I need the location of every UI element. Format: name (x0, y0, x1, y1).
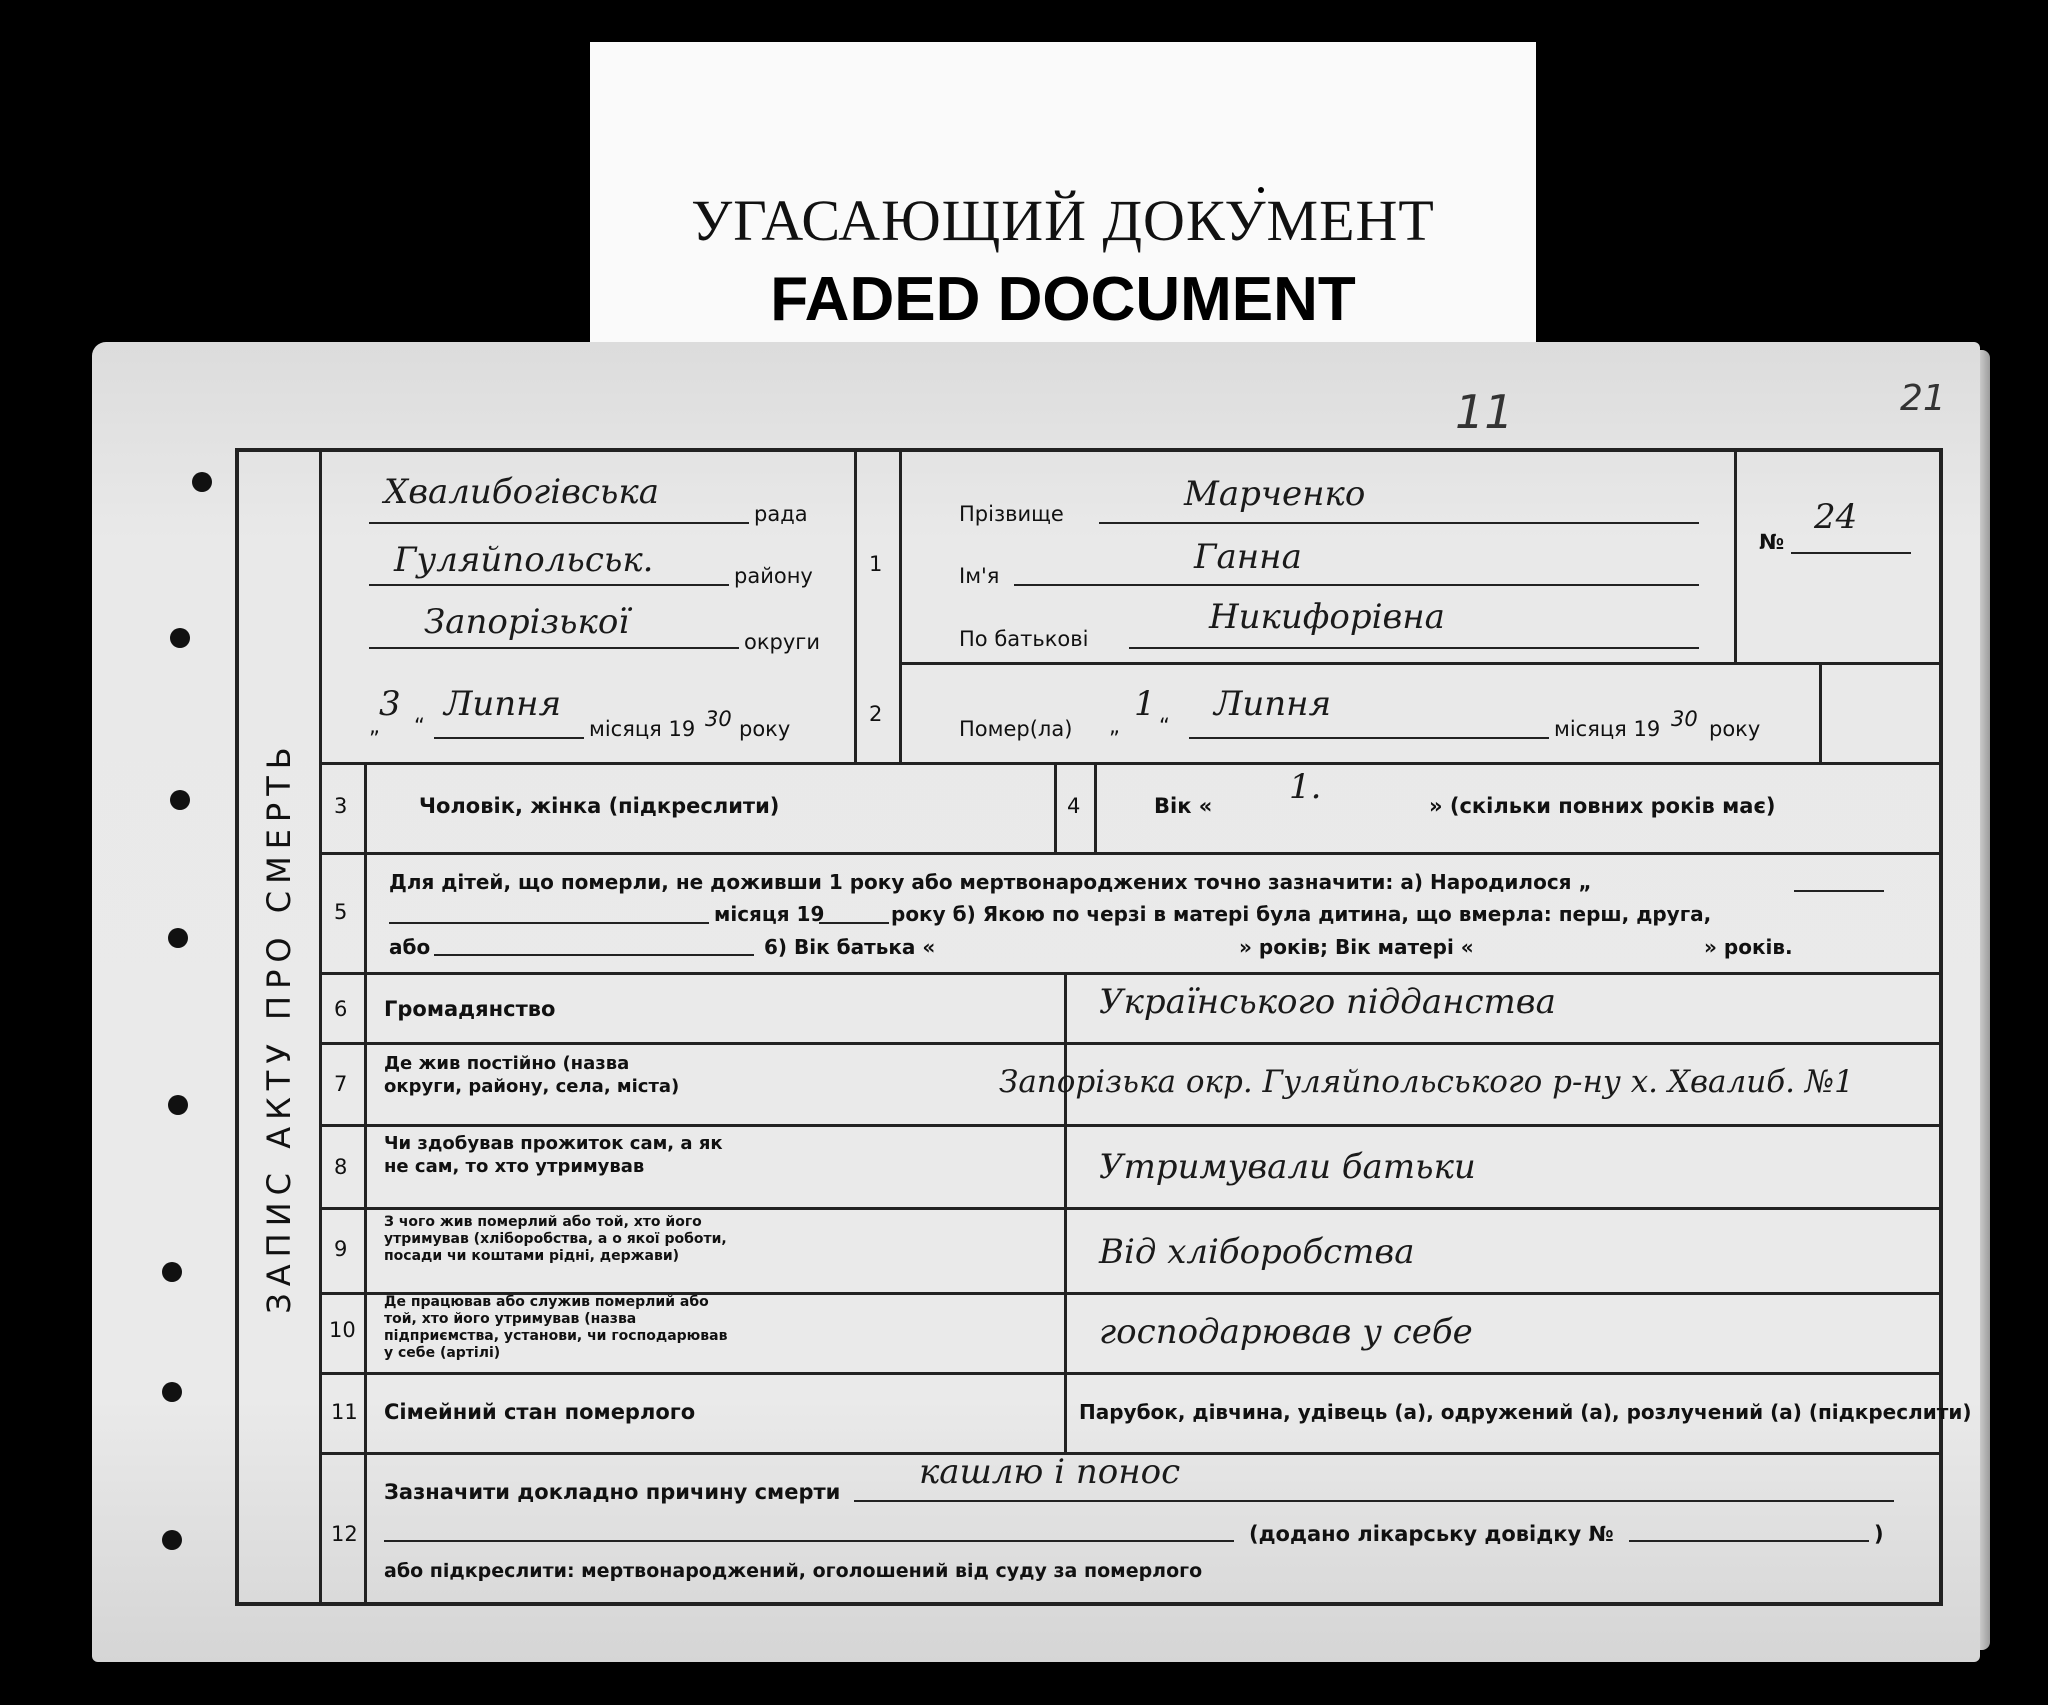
punch-hole (170, 628, 190, 648)
punch-hole (162, 1262, 182, 1282)
name-label: Ім'я (959, 564, 1000, 588)
registration-year-label: року (739, 717, 791, 741)
patronymic-label: По батькові (959, 627, 1089, 651)
death-month-label: місяця 19 (1554, 717, 1661, 741)
livelihood-handwritten: Утримували батьки (1099, 1147, 1476, 1187)
punch-hole (162, 1530, 182, 1550)
row-number: 10 (329, 1318, 356, 1342)
death-year: 30 (1671, 707, 1698, 731)
registration-year: 30 (705, 707, 732, 731)
workplace-handwritten: господарював у себе (1099, 1312, 1473, 1352)
registration-month-label: місяця 19 (589, 717, 696, 741)
form-side-title: ЗАПИС АКТУ ПРО СМЕРТЬ (260, 740, 298, 1314)
punch-hole (168, 1095, 188, 1115)
row-number: 5 (334, 900, 348, 924)
cause-of-death-handwritten: кашлю і понос (919, 1452, 1181, 1492)
death-month-handwritten: Липня (1214, 684, 1332, 724)
medical-certificate-label: (додано лікарську довідку № (1249, 1522, 1614, 1546)
registration-month: Липня (444, 684, 562, 724)
infant-line-1: Для дітей, що померли, не доживши 1 року або мертвонароджених точно зазначити: а) Народилося „ (389, 870, 1592, 894)
row-number: 2 (869, 702, 883, 726)
record-number-label: № (1759, 530, 1785, 554)
okrug-handwritten: Запорізької (424, 602, 630, 642)
patronymic-handwritten: Никифорівна (1209, 597, 1445, 637)
row-number: 7 (334, 1072, 348, 1096)
punch-hole (170, 790, 190, 810)
okrug-label: округи (744, 630, 820, 654)
age-label: Вік « (1154, 794, 1213, 818)
income-source-label: З чого жив померлий або той, хто його утримував (хліборобства, а о якої роботи, посади чи коштами рідні, держави) (384, 1214, 727, 1264)
residence-handwritten: Запорізька окр. Гуляйпольського р-ну х. Хвалиб. №1 (999, 1064, 1854, 1100)
row-number: 12 (331, 1522, 358, 1546)
registration-day: 3 (379, 684, 401, 724)
surname-handwritten: Марченко (1184, 474, 1366, 514)
council-label: рада (754, 502, 808, 526)
infant-line-2b: року б) Якою по черзі в матері була дитина, що вмерла: перш, друга, (891, 902, 1712, 926)
infant-line-3d: » років. (1704, 935, 1793, 959)
citizenship-label: Громадянство (384, 997, 556, 1021)
infant-line-2: місяця 19 (714, 902, 825, 926)
workplace-label: Де працював або служив померлий або той, хто його утримував (назва підприємства, установи, чи господарював у себе (артілі) (384, 1294, 728, 1361)
infant-line-3a: або (389, 935, 431, 959)
row-number: 1 (869, 552, 883, 576)
stillborn-note: або підкреслити: мертвонароджений, оголошений від суду за померлого (384, 1560, 1203, 1582)
age-suffix: » (скільки повних років має) (1429, 794, 1776, 818)
citizenship-handwritten: Українського підданства (1099, 982, 1556, 1022)
infant-line-3c: » років; Вік матері « (1239, 935, 1474, 959)
income-source-handwritten: Від хліборобства (1099, 1232, 1415, 1272)
label-english: FADED DOCUMENT (770, 265, 1356, 334)
pencil-note-top: 11 (1455, 385, 1514, 439)
label-russian: УГАСАЮЩИЙ ДОКУМЕНТ (691, 188, 1435, 253)
died-label: Помер(ла) (959, 717, 1073, 741)
death-record-form: ЗАПИС АКТУ ПРО СМЕРТЬ Хвалибогівська рада Гуляйпольськ. району Запорізької округи „ 3 “ Липня місяця 19 30 року 1 Прізвище Марченко Ім'я Ганна По батькові Никифорівна № 24 2 Помер(ла) „ 1 “ Липня місяця 19 30 року 3 Чоловік, жінка (підкреслити) 4 Вік « 1. » (скільки повних років має) 5 Для дітей, що померли, не доживши 1 року або мертвонароджених точно зазначити: а) Народилося „ місяця 19 року б) Якою по черзі в матері була дитина, що вмерла: перш, друга, або 6) Вік батька « » років; Вік матері « » років. 6 Громадянство Українського підданства 7 Де жив постійно (назва округи, району, села, міста) Запорізька окр. Гуляйпольського р-ну х. Хвалиб. №1 8 Чи здобував прожиток сам, а як не сам, то хто утримував Утримували батьки 9 З чого жив померлий або той, хто його утримував (хліборобства, а о якої роботи, посади чи коштами рідні, держави) Від хліборобства 10 Де працював або служив померлий або той, хто його утримував (назва підприємства, установи, чи господарював у себе (артілі) господарював у себе 11 Сімейний стан померлого Парубок, дівчина, удівець (а), одружений (а), розлучений (а) (підкреслити) 12 Зазначити докладно причину смерти кашлю і понос (додано лікарську довідку № ) або підкреслити: мертвонароджений, оголошений від суду за померлого (235, 448, 1943, 1606)
punch-hole (192, 472, 212, 492)
sex-label: Чоловік, жінка (підкреслити) (419, 794, 780, 818)
district-label: району (734, 564, 813, 588)
residence-label: Де жив постійно (назва округи, району, села, міста) (384, 1053, 680, 1097)
marital-status-label: Сімейний стан померлого (384, 1400, 696, 1424)
row-number: 9 (334, 1237, 348, 1261)
death-day: 1 (1134, 684, 1156, 724)
death-year-label: року (1709, 717, 1761, 741)
marital-status-options: Парубок, дівчина, удівець (а), одружений (а), розлучений (а) (підкреслити) (1079, 1400, 1972, 1424)
surname-label: Прізвище (959, 502, 1064, 526)
faded-document-label (590, 42, 1536, 367)
punch-hole (162, 1382, 182, 1402)
district-handwritten: Гуляйпольськ. (394, 540, 654, 580)
row-number: 11 (331, 1400, 358, 1424)
name-handwritten: Ганна (1194, 537, 1302, 577)
row-number: 3 (334, 794, 348, 818)
council-handwritten: Хвалибогівська (384, 472, 660, 512)
infant-line-3b: 6) Вік батька « (764, 935, 936, 959)
cause-of-death-label: Зазначити докладно причину смерти (384, 1480, 841, 1504)
record-number-handwritten: 24 (1814, 497, 1858, 537)
row-number: 6 (334, 997, 348, 1021)
row-number: 4 (1067, 794, 1081, 818)
age-handwritten: 1. (1289, 767, 1322, 807)
row-number: 8 (334, 1155, 348, 1179)
form-sidebar (239, 452, 322, 1602)
livelihood-label: Чи здобував прожиток сам, а як не сам, то хто утримував (384, 1133, 723, 1177)
punch-hole (168, 928, 188, 948)
pencil-note-corner: 21 (1900, 378, 1946, 419)
